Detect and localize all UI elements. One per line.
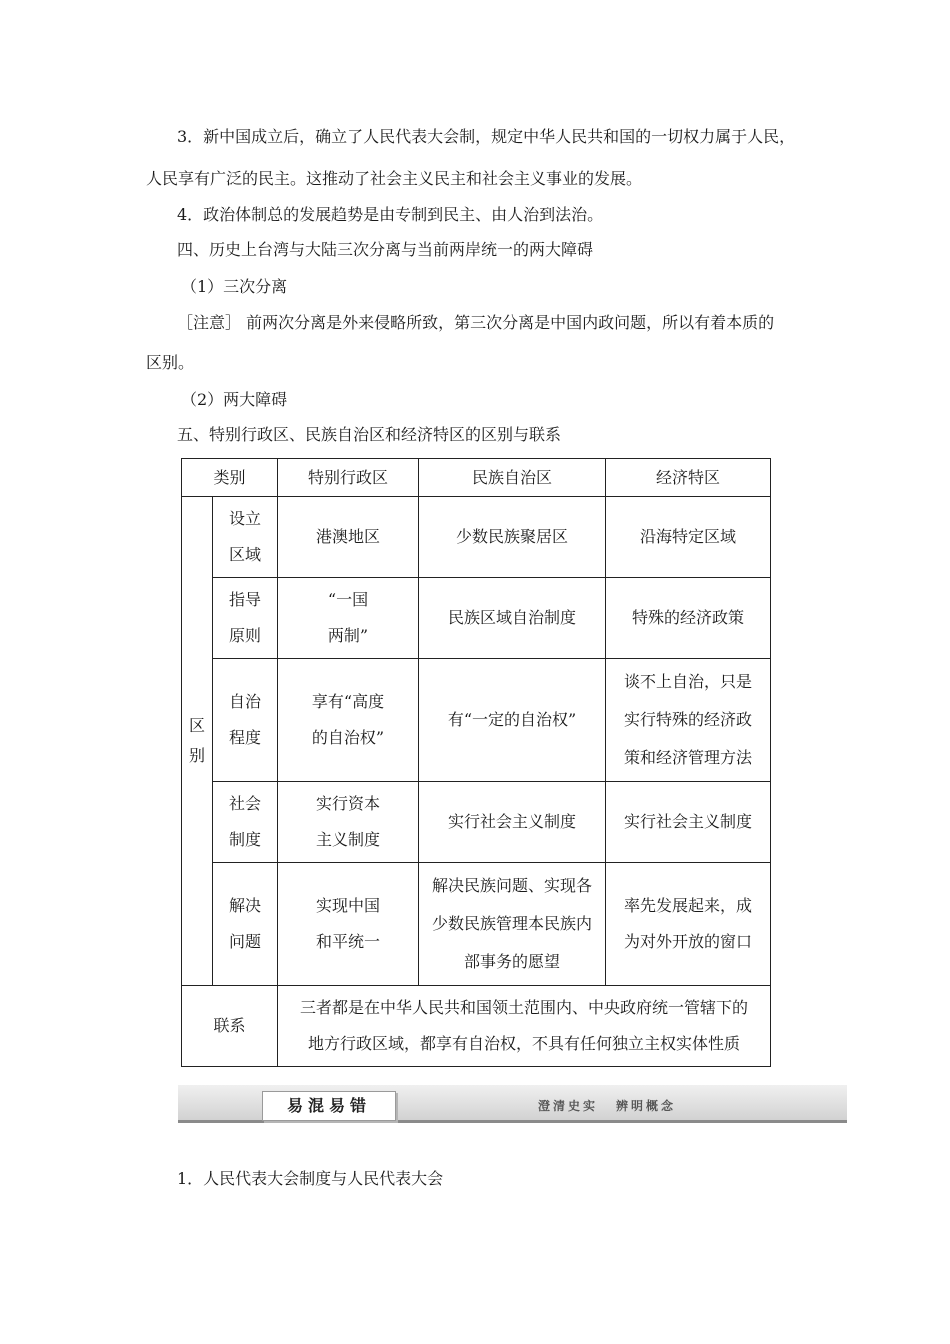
section-banner bbox=[178, 1085, 847, 1123]
paragraph-4: 4．政治体制总的发展趋势是由专制到民主、由人治到法治。 bbox=[177, 205, 604, 224]
table-row bbox=[182, 782, 771, 863]
paragraph-3-line-1: 3．新中国成立后，确立了人民代表大会制，规定中华人民共和国的一切权力属于人民， bbox=[177, 127, 796, 146]
table-cell: 有“一定的自治权” bbox=[419, 659, 606, 782]
note-line-2: 区别。 bbox=[146, 353, 195, 372]
row-label: 自治 程度 bbox=[213, 659, 278, 782]
row-label: 解决 问题 bbox=[213, 863, 278, 986]
row-label: 设立 区域 bbox=[213, 497, 278, 578]
row-label: 社会 制度 bbox=[213, 782, 278, 863]
row-label: 指导 原则 bbox=[213, 578, 278, 659]
table-cell: 率先发展起来，成 为对外开放的窗口 bbox=[606, 863, 771, 986]
table-cell: 特殊的经济政策 bbox=[606, 578, 771, 659]
table-cell: 港澳地区 bbox=[278, 497, 419, 578]
banner-title: 易混易错 bbox=[262, 1091, 396, 1121]
connections-label: 联系 bbox=[182, 986, 278, 1067]
header-category: 类别 bbox=[182, 459, 278, 497]
table-row bbox=[182, 578, 771, 659]
header-economic-zone: 经济特区 bbox=[606, 459, 771, 497]
table-cell: 实行社会主义制度 bbox=[606, 782, 771, 863]
table-row bbox=[182, 863, 771, 986]
table-row bbox=[182, 497, 771, 578]
header-ethnic-autonomous-region: 民族自治区 bbox=[419, 459, 606, 497]
final-item: 1．人民代表大会制度与人民代表大会 bbox=[177, 1169, 444, 1188]
table-cell: 少数民族聚居区 bbox=[419, 497, 606, 578]
section-4-heading: 四、历史上台湾与大陆三次分离与当前两岸统一的两大障碍 bbox=[177, 240, 594, 259]
table-cell: 享有“高度 的自治权” bbox=[278, 659, 419, 782]
subheading-two-obstacles: （2）两大障碍 bbox=[181, 390, 288, 409]
table-cell: 谈不上自治，只是 实行特殊的经济政 策和经济管理方法 bbox=[606, 659, 771, 782]
table-row-connections bbox=[182, 986, 771, 1067]
table-cell: 解决民族问题、实现各 少数民族管理本民族内 部事务的愿望 bbox=[419, 863, 606, 986]
table-cell: 沿海特定区域 bbox=[606, 497, 771, 578]
table-cell: “一国 两制” bbox=[278, 578, 419, 659]
banner-subtitle bbox=[538, 1097, 676, 1114]
table-cell: 实行资本 主义制度 bbox=[278, 782, 419, 863]
table-row bbox=[182, 659, 771, 782]
banner-subtitle-2: 辨明概念 bbox=[616, 1099, 677, 1113]
comparison-table bbox=[181, 458, 771, 1067]
table-cell: 实现中国 和平统一 bbox=[278, 863, 419, 986]
note-line-1: ［注意］ 前两次分离是外来侵略所致，第三次分离是中国内政问题，所以有着本质的 bbox=[177, 313, 775, 332]
header-special-admin-region: 特别行政区 bbox=[278, 459, 419, 497]
table-header-row bbox=[182, 459, 771, 497]
connections-text: 三者都是在中华人民共和国领土范围内、中央政府统一管辖下的 地方行政区域，都享有自治权，不具有任何独立主权实体性质 bbox=[278, 986, 771, 1067]
differences-group-label: 区 别 bbox=[182, 497, 213, 986]
banner-subtitle-1: 澄清史实 bbox=[538, 1099, 599, 1113]
paragraph-3-line-2: 人民享有广泛的民主。这推动了社会主义民主和社会主义事业的发展。 bbox=[146, 169, 643, 188]
table-cell: 民族区域自治制度 bbox=[419, 578, 606, 659]
section-5-heading: 五、特别行政区、民族自治区和经济特区的区别与联系 bbox=[177, 425, 562, 444]
table-cell: 实行社会主义制度 bbox=[419, 782, 606, 863]
subheading-three-separations: （1）三次分离 bbox=[181, 277, 288, 296]
